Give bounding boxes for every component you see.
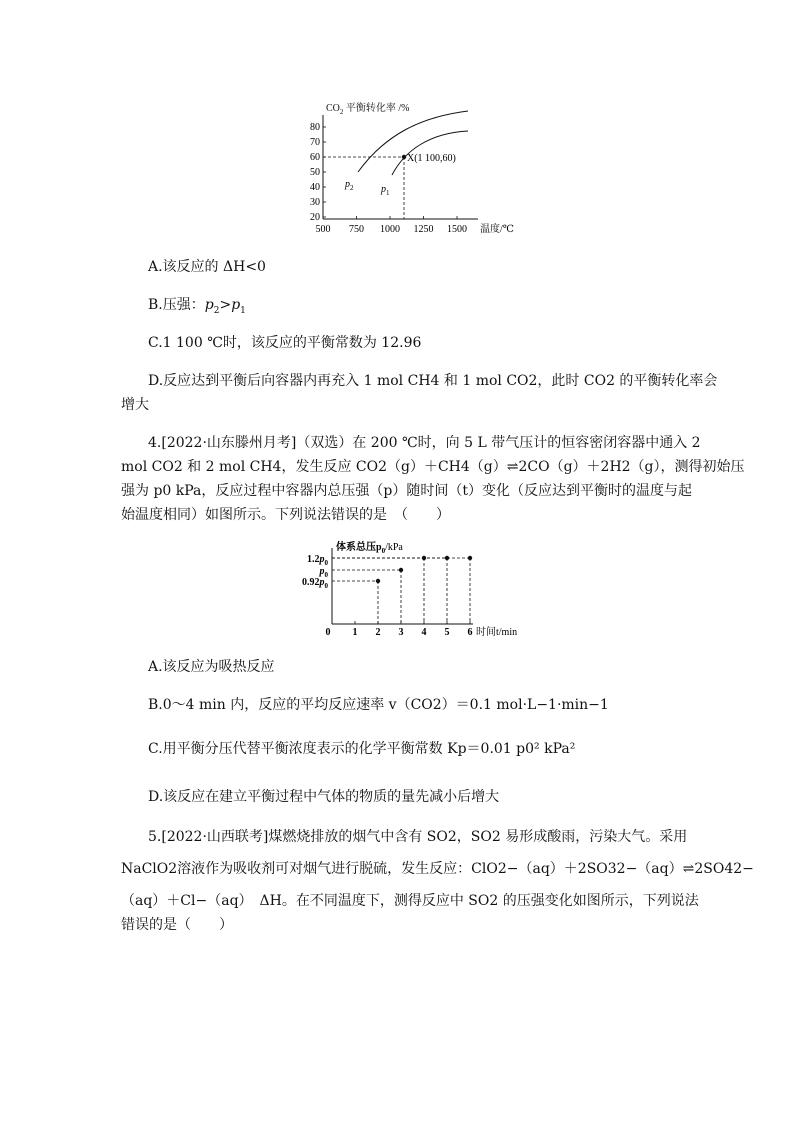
chart2-y-tick: $1.2p_0$ — [307, 554, 328, 567]
chart2-y-tick: $p_0$ — [319, 566, 328, 579]
chart1-y-tick: 40 — [310, 182, 320, 193]
chart2-point — [399, 568, 403, 572]
q5-line3: （aq）＋Cl−（aq） ΔH。在不同温度下，测得反应中 SO2 的压强变化如图所示，下列说法 — [121, 893, 699, 909]
chart2-x-tick: 1 — [352, 627, 358, 638]
chart2-point — [376, 579, 380, 583]
q4-line4: 始温度相同）如图所示。下列说法错误的是 （ ） — [121, 507, 450, 523]
chart2-x-tick: 0 — [325, 627, 331, 638]
chart1-x-tick: 750 — [349, 224, 364, 235]
chart2-x-tick: 6 — [467, 627, 473, 638]
chart2-point — [468, 556, 472, 560]
conversion-temperature-chart — [300, 95, 540, 240]
chart2-x-tick: 2 — [375, 627, 381, 638]
q4-line3: 强为 p0 kPa，反应过程中容器内总压强（p）随时间（t）变化（反应达到平衡时的温度与起 — [121, 483, 692, 499]
chart2-x-tick: 5 — [444, 627, 450, 638]
q5-line2: NaClO2溶液作为吸收剂可对烟气进行脱硫，发生反应：ClO2−（aq）＋2SO32−（aq）⇌2SO42− — [121, 861, 754, 877]
q4-line1: 4.[2022·山东滕州月考]（双选）在 200 ℃时，向 5 L 带气压计的恒容密闭容器中通入 2 — [148, 435, 701, 451]
chart2-y-tick: $0.92p_0$ — [302, 577, 328, 590]
q3-option-a: A.该反应的 ΔH<0 — [148, 259, 266, 275]
q3-option-d-line1: D.反应达到平衡后向容器内再充入 1 mol CH4 和 1 mol CO2，此时 CO2 的平衡转化率会 — [148, 373, 718, 389]
point-x-label: X(1 100,60) — [407, 153, 456, 164]
q4-option-a: A.该反应为吸热反应 — [148, 659, 275, 675]
chart1-y-tick: 70 — [310, 137, 320, 148]
q4-line2: mol CO2 和 2 mol CH4，发生反应 CO2（g）＋CH4（g）⇌2CO（g）＋2H2（g），测得初始压 — [121, 459, 745, 475]
chart2-x-tick: 4 — [421, 627, 427, 638]
chart1-x-tick: 1250 — [413, 224, 434, 235]
q3-option-c: C.1 100 ℃时，该反应的平衡常数为 12.96 — [148, 335, 422, 351]
chart1-y-tick: 30 — [310, 197, 320, 208]
chart1-y-tick: 50 — [310, 167, 320, 178]
chart1-x-tick: 1500 — [447, 224, 467, 235]
curve-p2-label: $p_2$ — [345, 179, 354, 192]
chart1-ylabel: $CO_2$ 平衡转化率 /% — [326, 103, 410, 116]
chart1-xlabel: 温度/℃ — [480, 224, 514, 235]
curve-p1-label: $p_1$ — [381, 184, 390, 197]
q5-line4: 错误的是（ ） — [121, 917, 233, 933]
chart1-y-tick: 20 — [310, 212, 320, 223]
q3-option-d-line2: 增大 — [121, 397, 149, 413]
pressure-time-chart — [290, 536, 540, 641]
q5-line1: 5.[2022·山西联考]煤燃烧排放的烟气中含有 SO2，SO2 易形成酸雨，污染大气。采用 — [148, 829, 688, 845]
q4-option-b: B.0～4 min 内，反应的平均反应速率 v（CO2）＝0.1 mol·L−1·min−1 — [148, 697, 609, 713]
chart1-y-tick: 60 — [310, 152, 320, 163]
q3-option-b: B.压强：$p_2>p_1$ — [148, 297, 246, 316]
chart2-x-tick: 3 — [398, 627, 404, 638]
chart1-x-tick: 1000 — [380, 224, 400, 235]
chart1-y-tick: 80 — [310, 122, 320, 133]
point-x — [402, 155, 406, 159]
chart2-xlabel: 时间t/min — [476, 627, 518, 638]
chart2-ylabel: 体系总压$p_0$/kPa — [336, 542, 403, 555]
chart1-x-tick: 500 — [315, 224, 331, 235]
q4-option-d: D.该反应在建立平衡过程中气体的物质的量先减小后增大 — [148, 789, 500, 805]
q4-option-c: C.用平衡分压代替平衡浓度表示的化学平衡常数 Kp＝0.01 p0² kPa² — [148, 741, 576, 757]
